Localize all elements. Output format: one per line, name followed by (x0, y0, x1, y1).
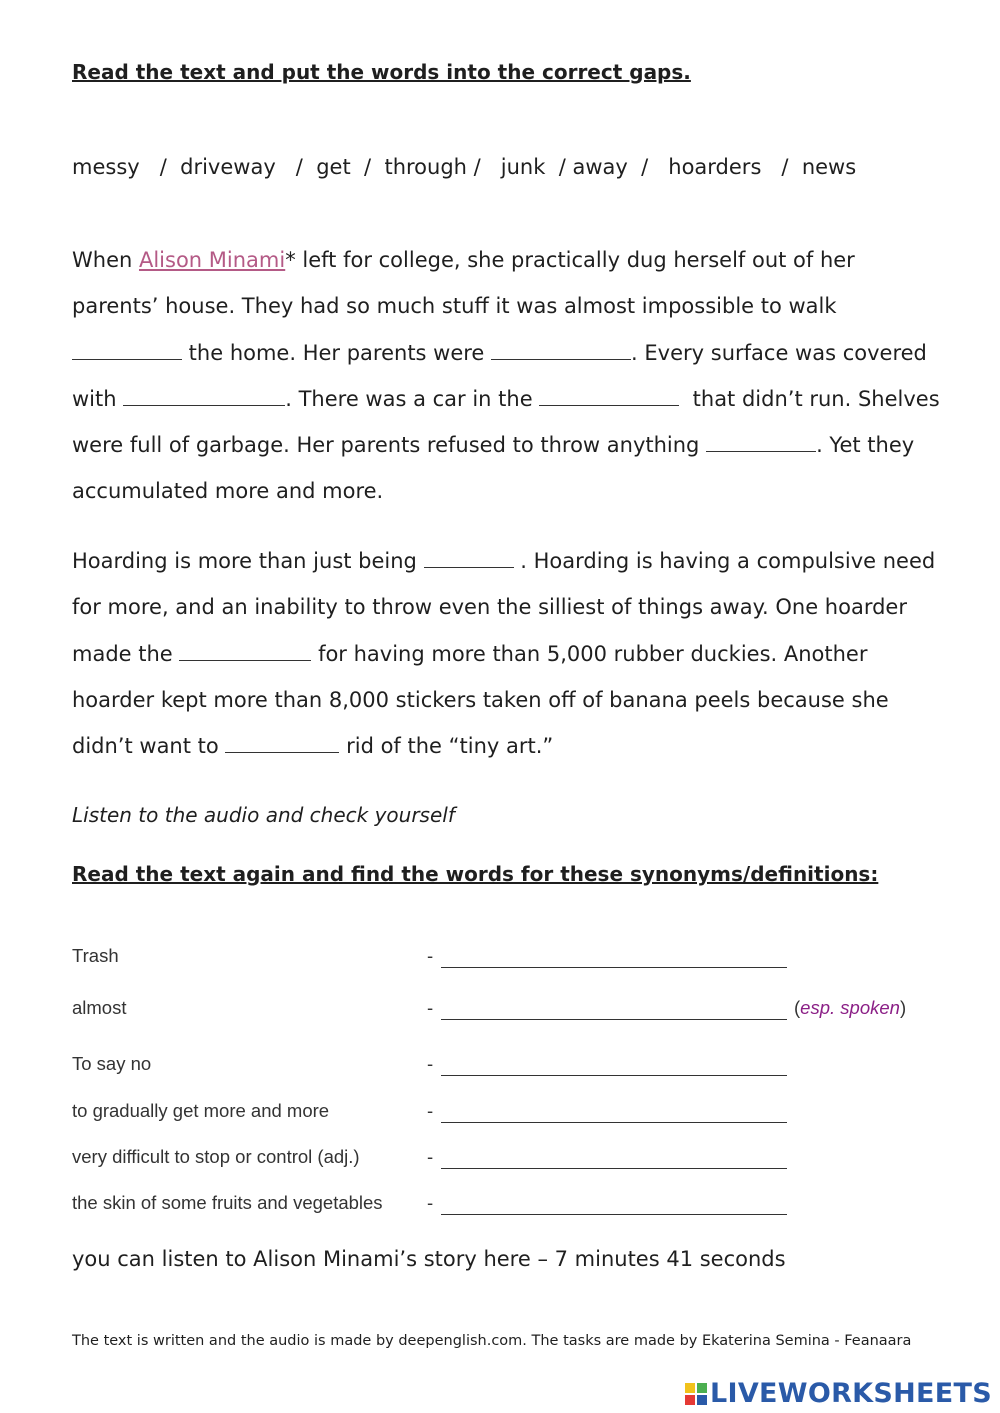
text-fragment: didn’t want to (72, 734, 226, 759)
text-line (72, 468, 952, 514)
dash: - (427, 997, 434, 1018)
text-fragment: for having more than 5,000 rubber duckies. Another (311, 641, 868, 666)
gap-3-input[interactable] (123, 387, 285, 406)
alison-minami-link[interactable]: Alison Minami (138, 248, 286, 272)
say-no-answer-input[interactable] (441, 1053, 787, 1076)
logo-text: LIVEWORKSHEETS (709, 1378, 992, 1409)
task2-heading: Read the text again and find the words for these synonyms/definitions: (72, 862, 879, 886)
text-fragment: for more, and an inability to throw even the silliest of things away. One hoarder (72, 595, 907, 620)
listen-story-line: you can listen to Alison Minami’s story here – 7 minutes 41 seconds (72, 1247, 786, 1271)
dash: - (427, 945, 434, 966)
text-fragment: rid of the “tiny art.” (339, 734, 554, 759)
text-line (72, 422, 952, 468)
text-fragment: the home. Her parents were (182, 340, 492, 365)
text-line (72, 376, 952, 422)
text-line (72, 283, 952, 329)
text-fragment: that didn’t run. Shelves (679, 386, 940, 411)
gap-4-input[interactable] (539, 387, 679, 406)
fruit-skin-answer-input[interactable] (441, 1192, 787, 1215)
definition-term: almost (72, 997, 127, 1018)
logo-square (685, 1395, 695, 1405)
text-paragraph-1 (72, 237, 952, 515)
almost-answer-input[interactable] (441, 997, 787, 1020)
text-fragment: accumulated more and more. (72, 479, 384, 504)
gap-7-input[interactable] (179, 642, 311, 661)
text-fragment: made the (72, 641, 180, 666)
gap-1-input[interactable] (72, 341, 182, 360)
text-fragment: parents’ house. They had so much stuff it was almost impossible to walk (72, 294, 837, 319)
text-fragment: were full of garbage. Her parents refused to throw anything (72, 433, 707, 458)
definition-row (72, 1100, 932, 1130)
text-fragment: . There was a car in the (285, 386, 540, 411)
definition-row (72, 997, 932, 1027)
gap-8-input[interactable] (225, 734, 339, 753)
note-paren: ( (794, 997, 801, 1018)
dash: - (427, 1100, 434, 1121)
logo-square (685, 1383, 695, 1393)
dash: - (427, 1053, 434, 1074)
text-fragment: with (72, 386, 124, 411)
text-fragment: . Hoarding is having a compulsive need (513, 549, 936, 573)
definition-row (72, 945, 932, 975)
task1-heading: Read the text and put the words into the correct gaps. (72, 60, 691, 84)
text-line (72, 330, 952, 376)
definition-row (72, 1053, 932, 1083)
text-line (72, 584, 952, 630)
gap-2-input[interactable] (491, 341, 631, 360)
credits-footer: The text is written and the audio is made by deepenglish.com. The tasks are made by Ekaterina Semina - Feanaara (72, 1333, 912, 1349)
dash: - (427, 1146, 434, 1167)
text-line (72, 677, 952, 723)
text-line (72, 723, 952, 769)
text-line (72, 237, 952, 283)
liveworksheets-logo[interactable] (685, 1378, 992, 1409)
text-paragraph-2 (72, 538, 952, 769)
note-label: esp. spoken (800, 997, 900, 1018)
logo-square (697, 1395, 707, 1405)
gradually-get-more-answer-input[interactable] (441, 1100, 787, 1123)
definition-term: to gradually get more and more (72, 1100, 330, 1121)
definition-term: Trash (72, 945, 119, 966)
esp-spoken-note (794, 997, 906, 1019)
definition-row (72, 1192, 932, 1222)
text-fragment: Hoarding is more than just being (72, 549, 424, 573)
text-fragment: * left for college, she practically dug herself out of her (285, 248, 855, 272)
listen-instruction: Listen to the audio and check yourself (72, 803, 455, 827)
definition-row (72, 1146, 932, 1176)
text-line (72, 631, 952, 677)
trash-answer-input[interactable] (441, 945, 787, 968)
dash: - (427, 1192, 434, 1213)
definition-term: the skin of some fruits and vegetables (72, 1192, 383, 1213)
text-fragment: When (72, 248, 139, 272)
definition-term: To say no (72, 1053, 152, 1074)
text-fragment: . Every surface was covered (631, 340, 927, 365)
gap-5-input[interactable] (706, 433, 816, 452)
note-paren: ) (899, 997, 907, 1018)
text-fragment: hoarder kept more than 8,000 stickers taken off of banana peels because she (72, 687, 889, 712)
word-bank: messy / driveway / get / through / junk / away / hoarders / news (72, 155, 857, 179)
text-fragment: . Yet they (816, 433, 915, 458)
gap-6-input[interactable] (424, 549, 514, 568)
definition-term: very difficult to stop or control (adj.) (72, 1146, 360, 1167)
logo-mark-icon (685, 1383, 707, 1405)
difficult-to-stop-answer-input[interactable] (441, 1146, 787, 1169)
text-line (72, 538, 952, 584)
logo-square (697, 1383, 707, 1393)
